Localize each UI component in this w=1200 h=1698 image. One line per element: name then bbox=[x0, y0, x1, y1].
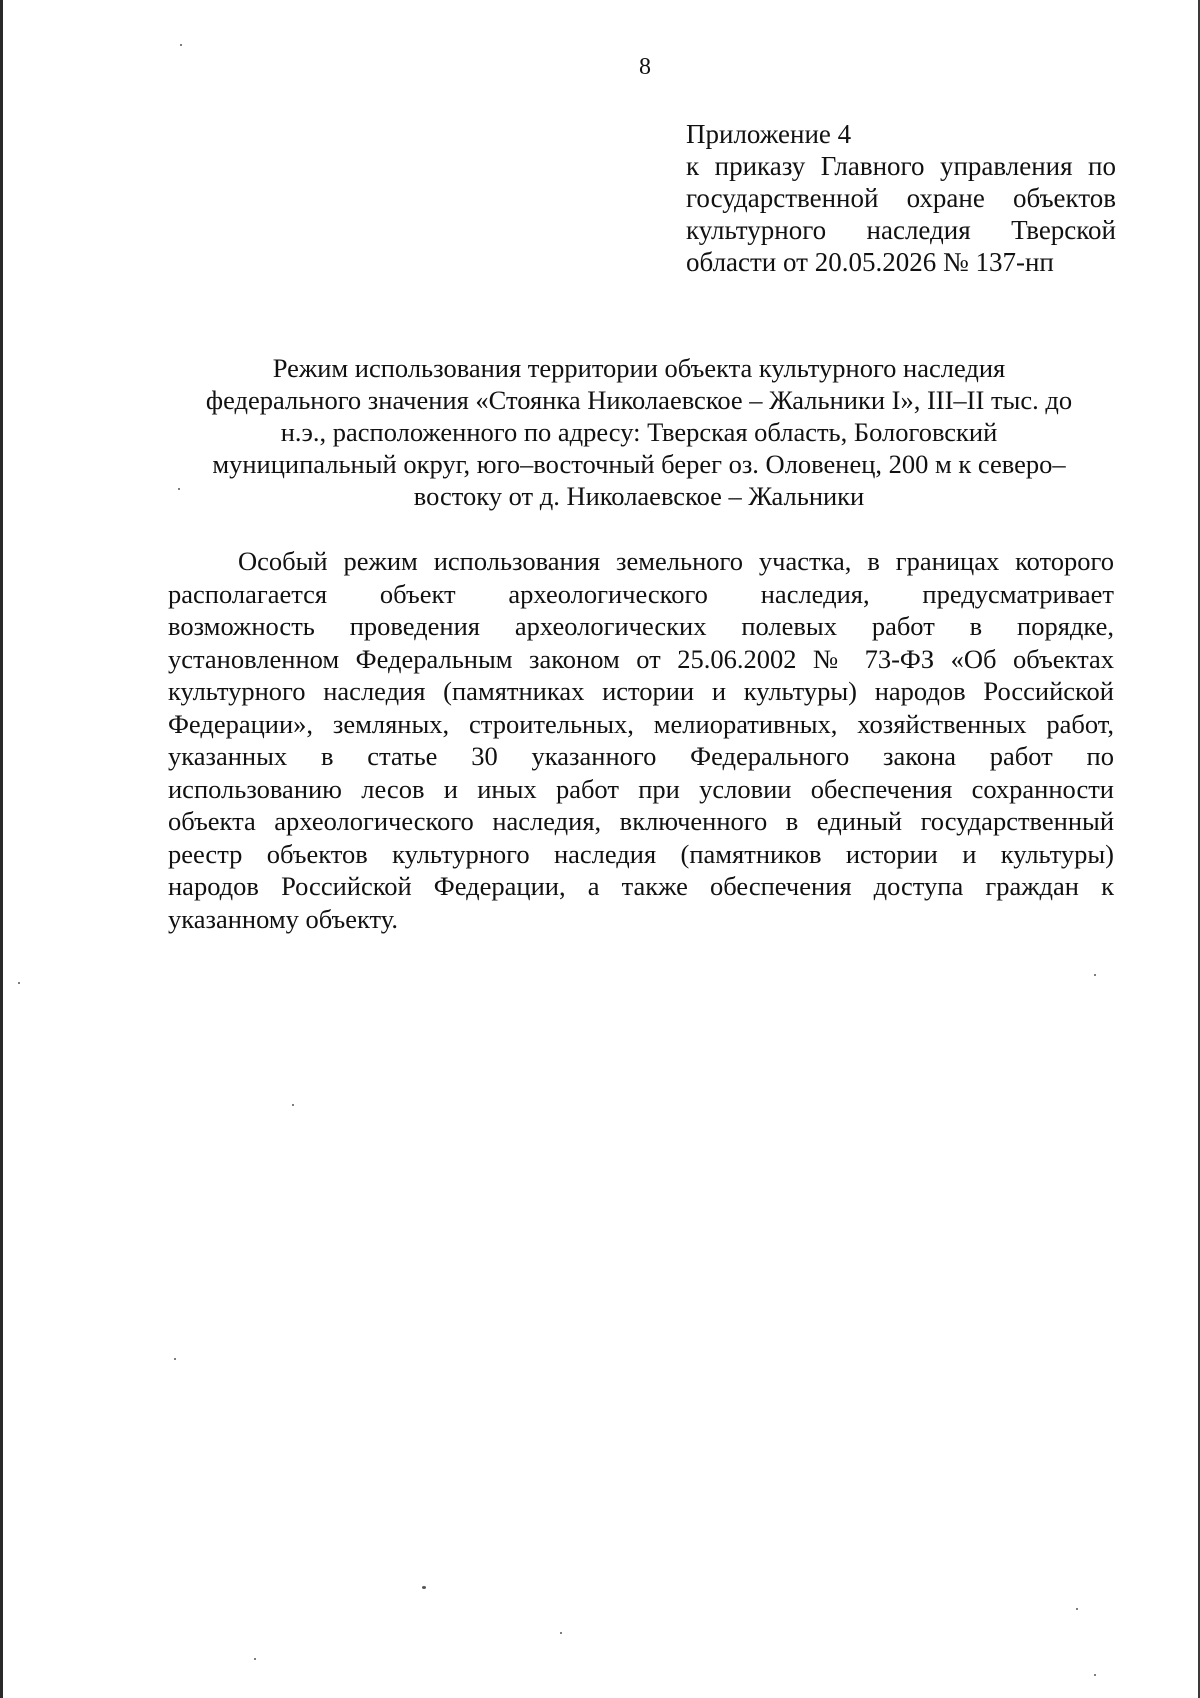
scan-speck bbox=[180, 44, 182, 46]
page-edge-left bbox=[0, 0, 3, 1698]
document-title bbox=[160, 352, 1118, 512]
appendix-line: культурного наследия Тверской bbox=[686, 215, 1116, 245]
title-line: н.э., расположенного по адресу: Тверская область, Бологовский bbox=[280, 417, 998, 447]
body-line: указанному объекту. bbox=[168, 903, 398, 934]
body-line: народов Российской Федерации, а также обеспечения доступа граждан к bbox=[168, 871, 1114, 901]
body-line: объекта археологического наследия, включенного в единый государственный bbox=[168, 806, 1114, 836]
body-line: Особый режим использования земельного участка, в границах которого bbox=[238, 546, 1114, 576]
scan-speck bbox=[254, 1658, 256, 1660]
body-line: установленном Федеральным законом от 25.06.2002 № 73-ФЗ «Об объектах bbox=[168, 643, 1114, 674]
scan-speck bbox=[18, 982, 20, 984]
appendix-label: Приложение 4 bbox=[686, 119, 852, 149]
scan-speck bbox=[178, 488, 180, 490]
scan-speck bbox=[1094, 1674, 1096, 1676]
body-line: использованию лесов и иных работ при условии обеспечения сохранности bbox=[168, 773, 1114, 804]
appendix-line: государственной охране объектов bbox=[686, 183, 1116, 213]
body-line: реестр объектов культурного наследия (памятников истории и культуры) bbox=[168, 838, 1114, 869]
page-number: 8 bbox=[639, 54, 651, 80]
appendix-header bbox=[686, 118, 1116, 278]
scan-speck bbox=[1076, 1608, 1078, 1610]
title-line: федерального значения «Стоянка Николаевское – Жальники I», III–II тыс. до bbox=[205, 385, 1073, 415]
body-line: возможность проведения археологических полевых работ в порядке, bbox=[168, 611, 1114, 641]
body-line: располагается объект археологического наследия, предусматривает bbox=[168, 578, 1114, 609]
appendix-line: к приказу Главного управления по bbox=[686, 151, 1116, 181]
body-line: культурного наследия (памятниках истории и культуры) народов Российской bbox=[168, 676, 1114, 706]
scan-speck bbox=[1094, 974, 1096, 976]
appendix-line: области от 20.05.2026 № 137-нп bbox=[686, 247, 1054, 277]
scan-speck bbox=[174, 1358, 176, 1360]
scan-speck bbox=[560, 1632, 562, 1634]
title-line: Режим использования территории объекта культурного наследия bbox=[272, 353, 1006, 383]
body-line: Федерации», земляных, строительных, мелиоративных, хозяйственных работ, bbox=[168, 708, 1114, 739]
body-paragraph bbox=[168, 545, 1114, 935]
scan-speck bbox=[292, 1104, 294, 1106]
title-line: востоку от д. Николаевское – Жальники bbox=[413, 481, 865, 511]
title-line: муниципальный округ, юго–восточный берег оз. Оловенец, 200 м к северо– bbox=[212, 449, 1066, 479]
body-line: указанных в статье 30 указанного Федерального закона работ по bbox=[168, 741, 1114, 771]
scan-speck bbox=[422, 1586, 426, 1589]
